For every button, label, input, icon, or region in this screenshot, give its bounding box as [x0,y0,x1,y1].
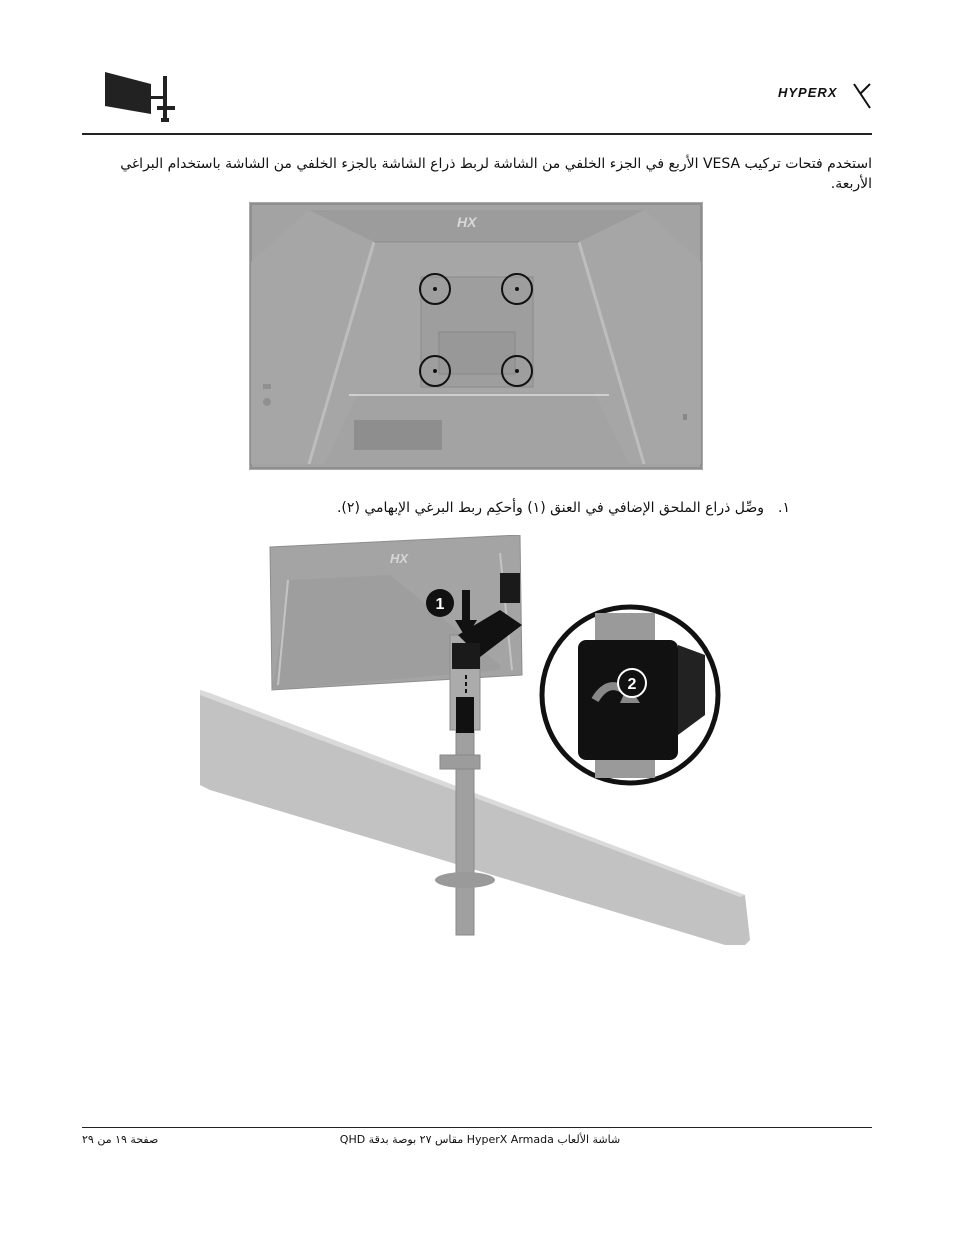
callout-1-label: 1 [435,596,445,613]
step-number: ١. [778,500,790,516]
intro-paragraph: استخدم فتحات تركيب VESA الأربع في الجزء الخلفي من الشاشة لربط ذراع الشاشة بالجزء الخلفي من الشاشة باستخدام البراغي الأربعة. [120,156,872,192]
step-text: وصِّل ذراع الملحق الإضافي في العنق (١) وأحكِم ربط البرغي الإبهامي (٢). [336,500,765,516]
hyperx-logo [776,80,872,110]
monitor-arm-icon [103,70,183,126]
monitor-logo-text: HX [457,214,477,230]
callout-2-label: 2 [627,676,637,693]
step-1 [300,497,790,519]
arm-install-figure [200,535,760,950]
header-rule [82,133,872,135]
monitor2-logo-text: HX [390,551,409,566]
footer-page-number: صفحة ١٩ من ٢٩ [82,1133,159,1146]
monitor-back-figure [249,202,703,470]
footer-rule [82,1127,872,1128]
footer-title: شاشة الألعاب HyperX Armada مقاس ٢٧ بوصة بدقة QHD [339,1133,621,1146]
callout-1 [426,589,454,617]
logo-text: HYPERX [778,85,838,100]
zoom-detail [542,607,718,783]
